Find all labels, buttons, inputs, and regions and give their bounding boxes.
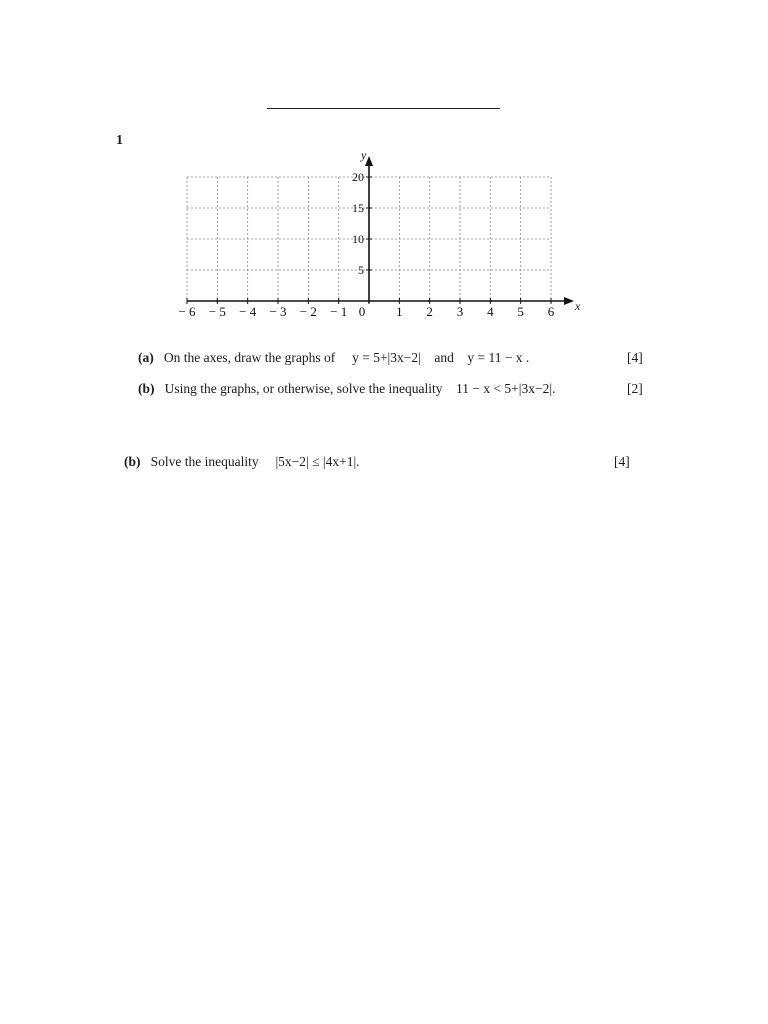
question-number: 1 bbox=[116, 133, 123, 148]
axes bbox=[187, 156, 574, 305]
part-b-text: Using the graphs, or otherwise, solve the inequality bbox=[164, 381, 443, 396]
part-a-joiner: and bbox=[434, 350, 454, 365]
x-tick-label: 1 bbox=[396, 304, 403, 319]
part-a-label: (a) bbox=[138, 350, 154, 365]
x-tick-label: 3 bbox=[456, 304, 464, 319]
part-b2-marks: [4] bbox=[614, 454, 630, 469]
x-tick-label: − 5 bbox=[208, 304, 226, 319]
part-b bbox=[138, 381, 555, 397]
x-axis-arrow bbox=[564, 297, 574, 305]
x-tick-label: 5 bbox=[517, 304, 524, 319]
graph-axes bbox=[0, 0, 768, 330]
part-a-expr2: y = 11 − x . bbox=[467, 350, 530, 365]
part-b2 bbox=[124, 454, 360, 470]
y-tick-label: 5 bbox=[358, 263, 364, 277]
x-tick-label: − 6 bbox=[178, 304, 196, 319]
x-tick-label: 2 bbox=[426, 304, 433, 319]
x-tick-label: 0 bbox=[358, 304, 366, 319]
y-axis-label: y bbox=[361, 148, 367, 162]
part-b-expr: 11 − x < 5+|3x−2|. bbox=[455, 381, 556, 396]
x-tick-label: − 2 bbox=[299, 304, 317, 319]
x-tick-label: − 3 bbox=[269, 304, 287, 319]
y-tick-label: 20 bbox=[352, 170, 364, 184]
part-b2-label: (b) bbox=[124, 454, 141, 469]
y-tick-label: 10 bbox=[352, 232, 364, 246]
part-a-expr1: y = 5+|3x−2| bbox=[352, 350, 421, 365]
part-b2-text: Solve the inequality bbox=[150, 454, 259, 469]
x-tick-label: − 1 bbox=[330, 304, 348, 319]
part-a-marks: [4] bbox=[627, 350, 643, 365]
x-tick-label: 6 bbox=[547, 304, 555, 319]
y-tick-label: 15 bbox=[352, 201, 364, 215]
part-b2-expr: |5x−2| ≤ |4x+1|. bbox=[275, 454, 360, 469]
x-tick-label: − 4 bbox=[239, 304, 257, 319]
part-b-marks: [2] bbox=[627, 381, 643, 396]
x-tick-label: 4 bbox=[487, 304, 494, 319]
part-a bbox=[138, 350, 529, 366]
part-a-text: On the axes, draw the graphs of bbox=[163, 350, 336, 365]
part-b-label: (b) bbox=[138, 381, 155, 396]
x-axis-label: x bbox=[575, 299, 581, 313]
